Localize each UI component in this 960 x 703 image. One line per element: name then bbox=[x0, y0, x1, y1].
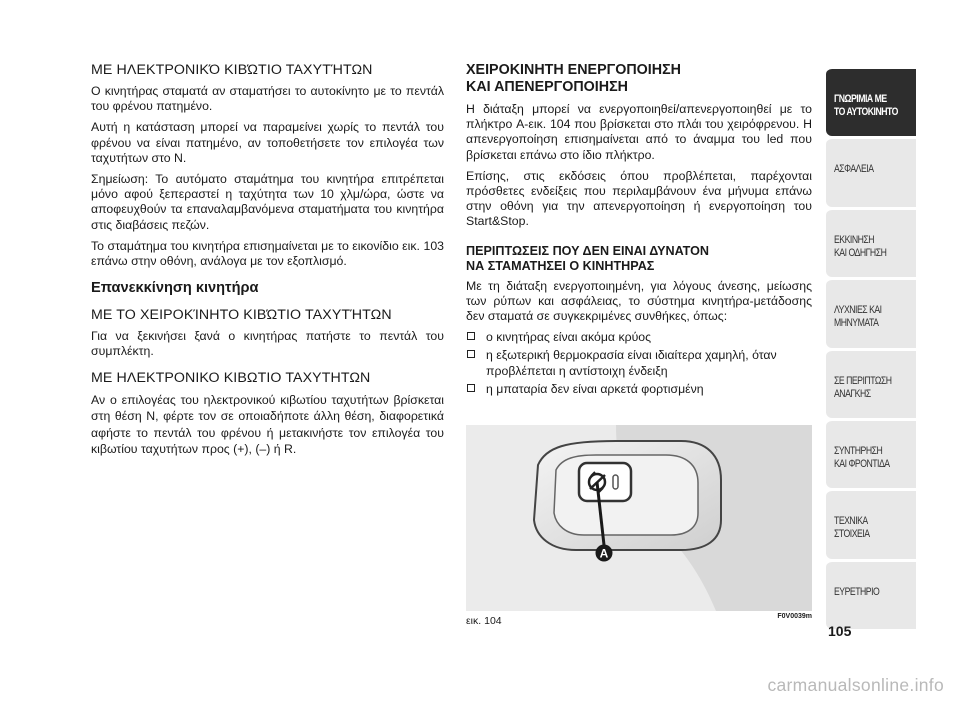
heading-line: ΝΑ ΣΤΑΜΑΤΗΣΕΙ Ο ΚΙΝΗΤΗΡΑΣ bbox=[466, 258, 655, 273]
tab-maintenance[interactable] bbox=[826, 420, 916, 488]
checkbox-bullet-icon bbox=[467, 350, 475, 358]
paragraph: Ο κινητήρας σταματά αν σταματήσει το αυτοκίνητο με το πεντάλ του φρένου πατημένο. bbox=[91, 84, 444, 114]
page-number: 105 bbox=[828, 623, 852, 639]
tab-label: ΓΝΩΡΙΜΙΑ ΜΕ bbox=[834, 93, 887, 105]
tab-label: ΕΥΡΕΤΗΡΙΟ bbox=[834, 585, 880, 598]
tab-label: ΜΗΝΥΜΑΤΑ bbox=[834, 317, 879, 330]
heading-electronic-gearbox: ΜΕ ΗΛΕΚΤΡΟΝΙΚΌ ΚΙΒΏΤΙΟ ΤΑΧΥΤΉΤΩΝ bbox=[91, 62, 373, 78]
figure-start-stop-button bbox=[466, 425, 812, 611]
paragraph: Αν ο επιλογέας του ηλεκτρονικού κιβωτίου ταχυτήτων βρίσκεται στη θέση N, φέρτε τον σε οποιαδήποτε άλλη θέση, διαφορετικά αφήστε το πεντάλ του φρένου ή μετακινήστε τον επιλογέα του κιβωτίου ταχυτήτων προς (+), (–) ή R. bbox=[91, 392, 444, 457]
heading-line: ΚΑΙ ΑΠΕΝΕΡΓΟΠΟΙΗΣΗ bbox=[466, 79, 629, 95]
heading-line: ΧΕΙΡΟΚΙΝΗΤΗ ΕΝΕΡΓΟΠΟΙΗΣΗ bbox=[466, 62, 681, 78]
tab-label: ΤΟ ΑΥΤΟΚΙΝΗΤΟ bbox=[834, 106, 898, 118]
watermark: carmanualsonline.info bbox=[767, 675, 944, 695]
checkbox-bullet-icon bbox=[467, 332, 475, 340]
checkbox-bullet-icon bbox=[467, 384, 475, 392]
section-title-engine-restart: Επανεκκίνηση κινητήρα bbox=[91, 280, 259, 297]
paragraph: Για να ξεκινήσει ξανά ο κινητήρας πατήστε το πεντάλ του συμπλέκτη. bbox=[91, 329, 444, 359]
heading-engine-cannot-stop bbox=[466, 244, 812, 274]
figure-illustration bbox=[466, 425, 812, 611]
list-item-text: ο κινητήρας είναι ακόμα κρύος bbox=[486, 330, 652, 345]
tab-label: ΚΑΙ ΟΔΗΓΗΣΗ bbox=[834, 246, 887, 259]
tab-label: ΛΥΧΝΙΕΣ ΚΑΙ bbox=[834, 304, 882, 317]
heading-manual-gearbox: ΜΕ ΤΟ ΧΕΙΡΟΚΊΝΗΤΟ ΚΙΒΏΤΙΟ ΤΑΧΥΤΉΤΩΝ bbox=[91, 307, 392, 324]
tab-label: ΣΥΝΤΗΡΗΣΗ bbox=[834, 444, 883, 457]
paragraph: Αυτή η κατάσταση μπορεί να παραμείνει χωρίς το πεντάλ του φρένου να είναι πατημένο, αν τοποθετήσετε τον επιλογέα των ταχυτήτων στο N. bbox=[91, 120, 444, 165]
callout-label: A bbox=[599, 546, 609, 561]
list-item-text: η εξωτερική θερμοκρασία είναι ιδιαίτερα χαμηλή, όταν προβλέπεται η αντίστοιχη ένδειξη bbox=[486, 348, 777, 378]
tab-label: ΣΕ ΠΕΡΙΠΤΩΣΗ bbox=[834, 374, 892, 387]
heading-line: ΠΕΡΙΠΤΩΣΕΙΣ ΠΟΥ ΔΕΝ ΕΙΝΑΙ ΔΥΝΑΤΟΝ bbox=[466, 243, 710, 258]
heading-electronic-gearbox-2: ΜΕ ΗΛΕΚΤΡΟΝΙΚΟ ΚΙΒΩΤΙΟ ΤΑΧΥΤΗΤΩΝ bbox=[91, 369, 371, 386]
tab-label: ΚΑΙ ΦΡΟΝΤΙΔΑ bbox=[834, 457, 890, 470]
paragraph: Επίσης, στις εκδόσεις όπου προβλέπεται, παρέχονται πρόσθετες ενδείξεις που περιλαμβάνουν ένα μήνυμα επάνω στην οθόνη για την απενεργοποίηση ή ενεργοποίηση του Start&Stop. bbox=[466, 168, 812, 229]
tab-warning-lights[interactable] bbox=[826, 279, 916, 347]
tab-label: ΑΣΦΑΛΕΙΑ bbox=[834, 163, 874, 176]
list-item bbox=[466, 330, 812, 345]
right-column bbox=[466, 62, 812, 400]
paragraph: Με τη διάταξη ενεργοποιημένη, για λόγους άνεσης, μείωσης των ρύπων και ασφάλειας, το σύστημα κινητήρα-μετάδοσης δεν σταματά σε συγκεκριμένες συνθήκες, όπως: bbox=[466, 278, 812, 324]
tab-starting-driving[interactable] bbox=[826, 209, 916, 277]
tab-safety[interactable] bbox=[826, 138, 916, 206]
tab-label: ΕΚΚΙΝΗΣΗ bbox=[834, 233, 875, 246]
tab-label: ΤΕΧΝΙΚΑ bbox=[834, 515, 868, 528]
tab-technical-data[interactable] bbox=[826, 490, 916, 558]
list-item-text: η μπαταρία δεν είναι αρκετά φορτισμένη bbox=[486, 381, 704, 396]
tab-getting-to-know-car[interactable] bbox=[826, 68, 916, 136]
list-item bbox=[466, 348, 812, 378]
tab-index[interactable] bbox=[826, 561, 916, 629]
left-column bbox=[91, 62, 444, 464]
figure-number: εικ. 104 bbox=[466, 615, 502, 627]
figure-code: F0V0039m bbox=[777, 613, 812, 620]
paragraph: Η διάταξη μπορεί να ενεργοποιηθεί/απενεργοποιηθεί με το πλήκτρο A-εικ. 104 που βρίσκεται στο πλάι του χειρόφρενου. Η απενεργοποίηση επισημαίνεται από το άναμμα του led που βρίσκεται επάνω στο ίδιο πλήκτρο. bbox=[466, 102, 812, 162]
conditions-list bbox=[466, 330, 812, 397]
heading-manual-activation bbox=[466, 62, 812, 96]
paragraph-note: Σημείωση: Το αυτόματο σταμάτημα του κινητήρα επιτρέπεται μόνο αφού ξεπεραστεί η ταχύτητα των 10 χλμ/ώρα, ώστε να αποφευχθούν τα επαναλαμβανόμενα σταματήματα του κινητήρα στις διαβάσεις πεζών. bbox=[91, 172, 444, 232]
chapter-tabs bbox=[826, 68, 916, 631]
paragraph: Το σταμάτημα του κινητήρα επισημαίνεται με το εικονίδιο εικ. 103 επάνω στην οθόνη, ανάλογα με τον εξοπλισμό. bbox=[91, 238, 444, 269]
tab-label: ΑΝΑΓΚΗΣ bbox=[834, 387, 871, 400]
tab-emergency[interactable] bbox=[826, 350, 916, 418]
list-item bbox=[466, 382, 812, 397]
tab-label: ΣΤΟΙΧΕΙΑ bbox=[834, 528, 870, 541]
